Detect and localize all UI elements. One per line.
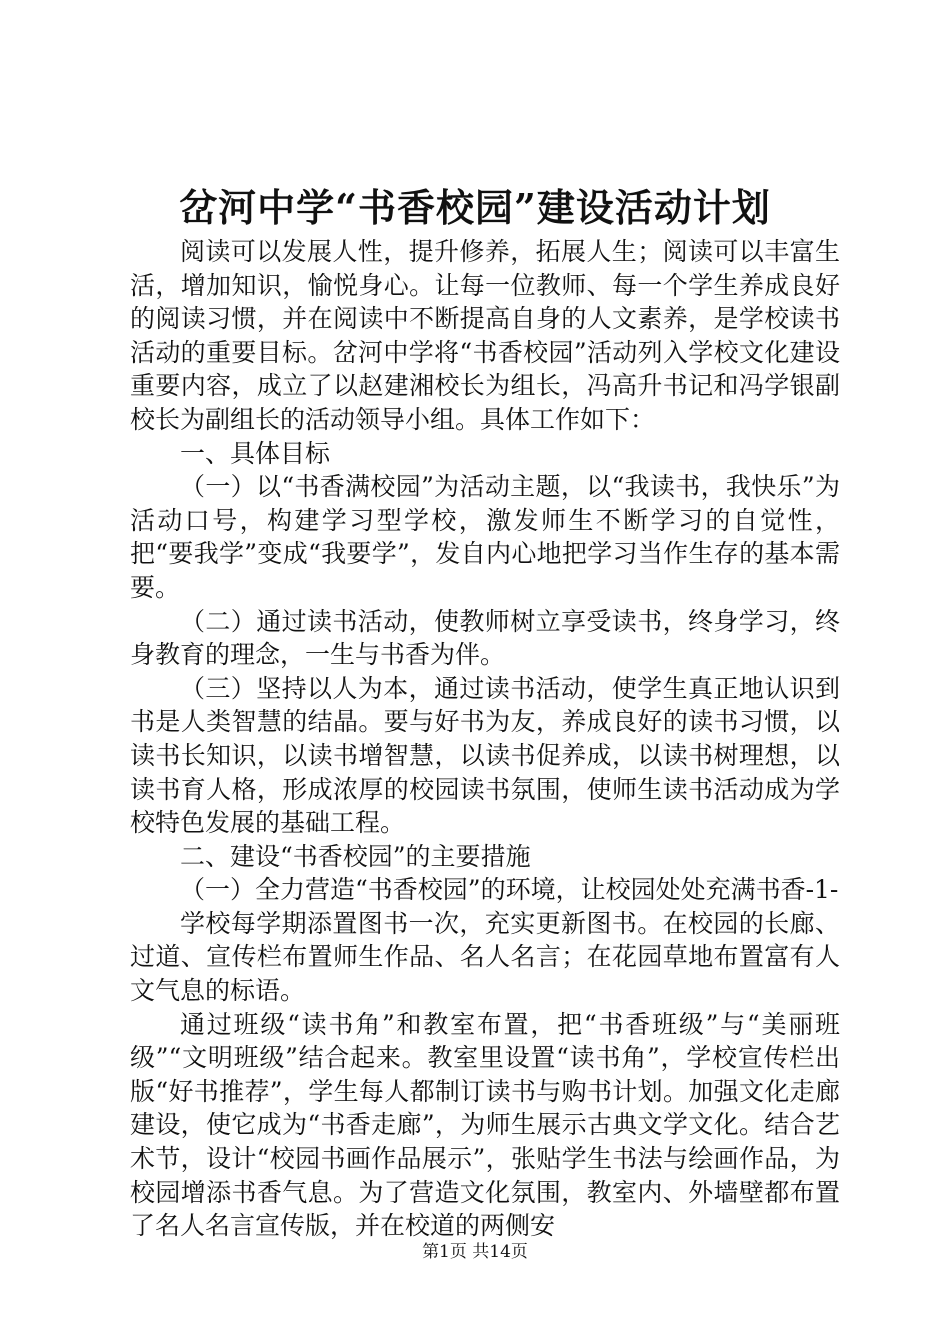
paragraph-goal-3: （三）坚持以人为本，通过读书活动，使学生真正地认识到书是人类智慧的结晶。要与好书为友，养成良好的读书习惯，以读书长知识，以读书增智慧，以读书促养成，以读书树理想，以读书育人格，形成浓厚的校园读书氛围，使师生读书活动成为学校特色发展的基础工程。	[130, 673, 840, 838]
document-title: 岔河中学“书香校园”建设活动计划	[179, 185, 771, 230]
paragraph-goal-1: （一）以“书香满校园”为活动主题，以“我读书，我快乐”为活动口号，构建学习型学校，激发师生不断学习的自觉性，把“要我学”变成“我要学”，发自内心地把学习当作生存的基本需要。	[130, 472, 840, 602]
paragraph-goal-2: （二）通过读书活动，使教师树立享受读书，终身学习，终身教育的理念，一生与书香为伴。	[130, 606, 840, 670]
heading-measures: 二、建设“书香校园”的主要措施	[180, 841, 531, 871]
heading-goals: 一、具体目标	[180, 438, 331, 468]
paragraph-classrooms: 通过班级“读书角”和教室布置，把“书香班级”与“美丽班级”“文明班级”结合起来。教室里设置“读书角”，学校宣传栏出版“好书推荐”，学生每人都制订读书与购书计划。加强文化走廊建设，使它成为“书香走廊”，为师生展示古典文学文化。结合艺术节，设计“校园书画作品展示”，张贴学生书法与绘画作品，为校园增添书香气息。为了营造文化氛围，教室内、外墙壁都布置了名人名言宣传版，并在校道的两侧安	[130, 1009, 840, 1241]
paragraph-measure-1: （一）全力营造“书香校园”的环境，让校园处处充满书香-1-	[180, 875, 839, 905]
document-body	[130, 235, 840, 1243]
paragraph-books: 学校每学期添置图书一次，充实更新图书。在校园的长廊、过道、宣传栏布置师生作品、名人名言；在花园草地布置富有人文气息的标语。	[130, 908, 840, 1006]
page-footer: 第1页 共14页	[422, 1242, 528, 1262]
paragraph-intro: 阅读可以发展人性，提升修养，拓展人生；阅读可以丰富生活，增加知识，愉悦身心。让每一位教师、每一个学生养成良好的阅读习惯，并在阅读中不断提高自身的人文素养，是学校读书活动的重要目标。岔河中学将“书香校园”活动列入学校文化建设重要内容，成立了以赵建湘校长为组长，冯高升书记和冯学银副校长为副组长的活动领导小组。具体工作如下：	[130, 237, 840, 434]
